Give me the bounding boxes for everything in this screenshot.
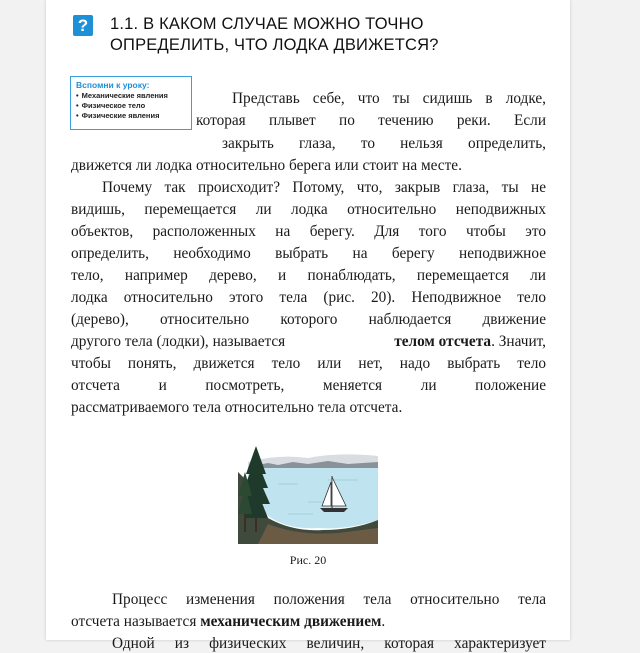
paragraph-line: Представь себе, что ты сидишь в лодке, (232, 90, 546, 107)
paragraph-line (71, 332, 546, 351)
text-run: . Значит, (491, 333, 546, 350)
reminder-item: • Физическое тело (76, 101, 186, 111)
term-mechanical-motion: механическим движением (200, 613, 382, 630)
paragraph-line (71, 612, 385, 631)
paragraph-line: определить, необходимо выбрать на берегу неподвижное (71, 245, 546, 262)
figure-boat-illustration (238, 432, 378, 544)
paragraph-line: закрыть глаза, то нельзя определить, (222, 135, 546, 152)
reminder-title: Вспомни к уроку: (76, 80, 150, 90)
paragraph-line: тело, например дерево, и понаблюдать, перемещается ли (71, 267, 546, 284)
text-run: отсчета называется (71, 613, 197, 630)
paragraph-line: Процесс изменения положения тела относительно тела (112, 591, 546, 608)
question-icon: ? (73, 15, 93, 36)
text-run: другого тела (лодки), называется (71, 333, 286, 350)
reminder-item: • Физические явления (76, 111, 186, 121)
paragraph-line: Одной из физических величин, которая характеризует (112, 635, 546, 652)
paragraph-line: объектов, расположенных на берегу. Для того чтобы это (71, 223, 546, 240)
paragraph-line: (дерево), относительно которого наблюдается движение (71, 311, 546, 328)
paragraph-line: видишь, перемещается ли лодка относительно неподвижных (71, 201, 546, 218)
paragraph-line: отсчета и посмотреть, меняется ли положение (71, 377, 546, 394)
section-title (110, 14, 550, 56)
paragraph-line: Почему так происходит? Потому, что, закрыв глаза, ты не (102, 179, 546, 196)
section-title-line-1: 1.1. В КАКОМ СЛУЧАЕ МОЖНО ТОЧНО (110, 15, 424, 33)
section-title-line-2: ОПРЕДЕЛИТЬ, ЧТО ЛОДКА ДВИЖЕТСЯ? (110, 36, 439, 54)
paragraph-line: рассматриваемого тела относительно тела отсчета. (71, 399, 403, 416)
figure-caption: Рис. 20 (289, 553, 327, 567)
reminder-box (70, 76, 192, 130)
text-run: . (381, 613, 386, 630)
paragraph-line: лодка относительно этого тела (рис. 20). Неподвижное тело (71, 289, 546, 306)
paragraph-line: движется ли лодка относительно берега или стоит на месте. (71, 157, 462, 174)
reminder-item: • Механические явления (76, 91, 186, 101)
paragraph-line: которая плывет по течению реки. Если (196, 112, 546, 129)
term-reference-body: телом отсчета (394, 333, 492, 350)
paragraph-line: чтобы понять, движется тело или нет, надо выбрать тело (71, 355, 546, 372)
